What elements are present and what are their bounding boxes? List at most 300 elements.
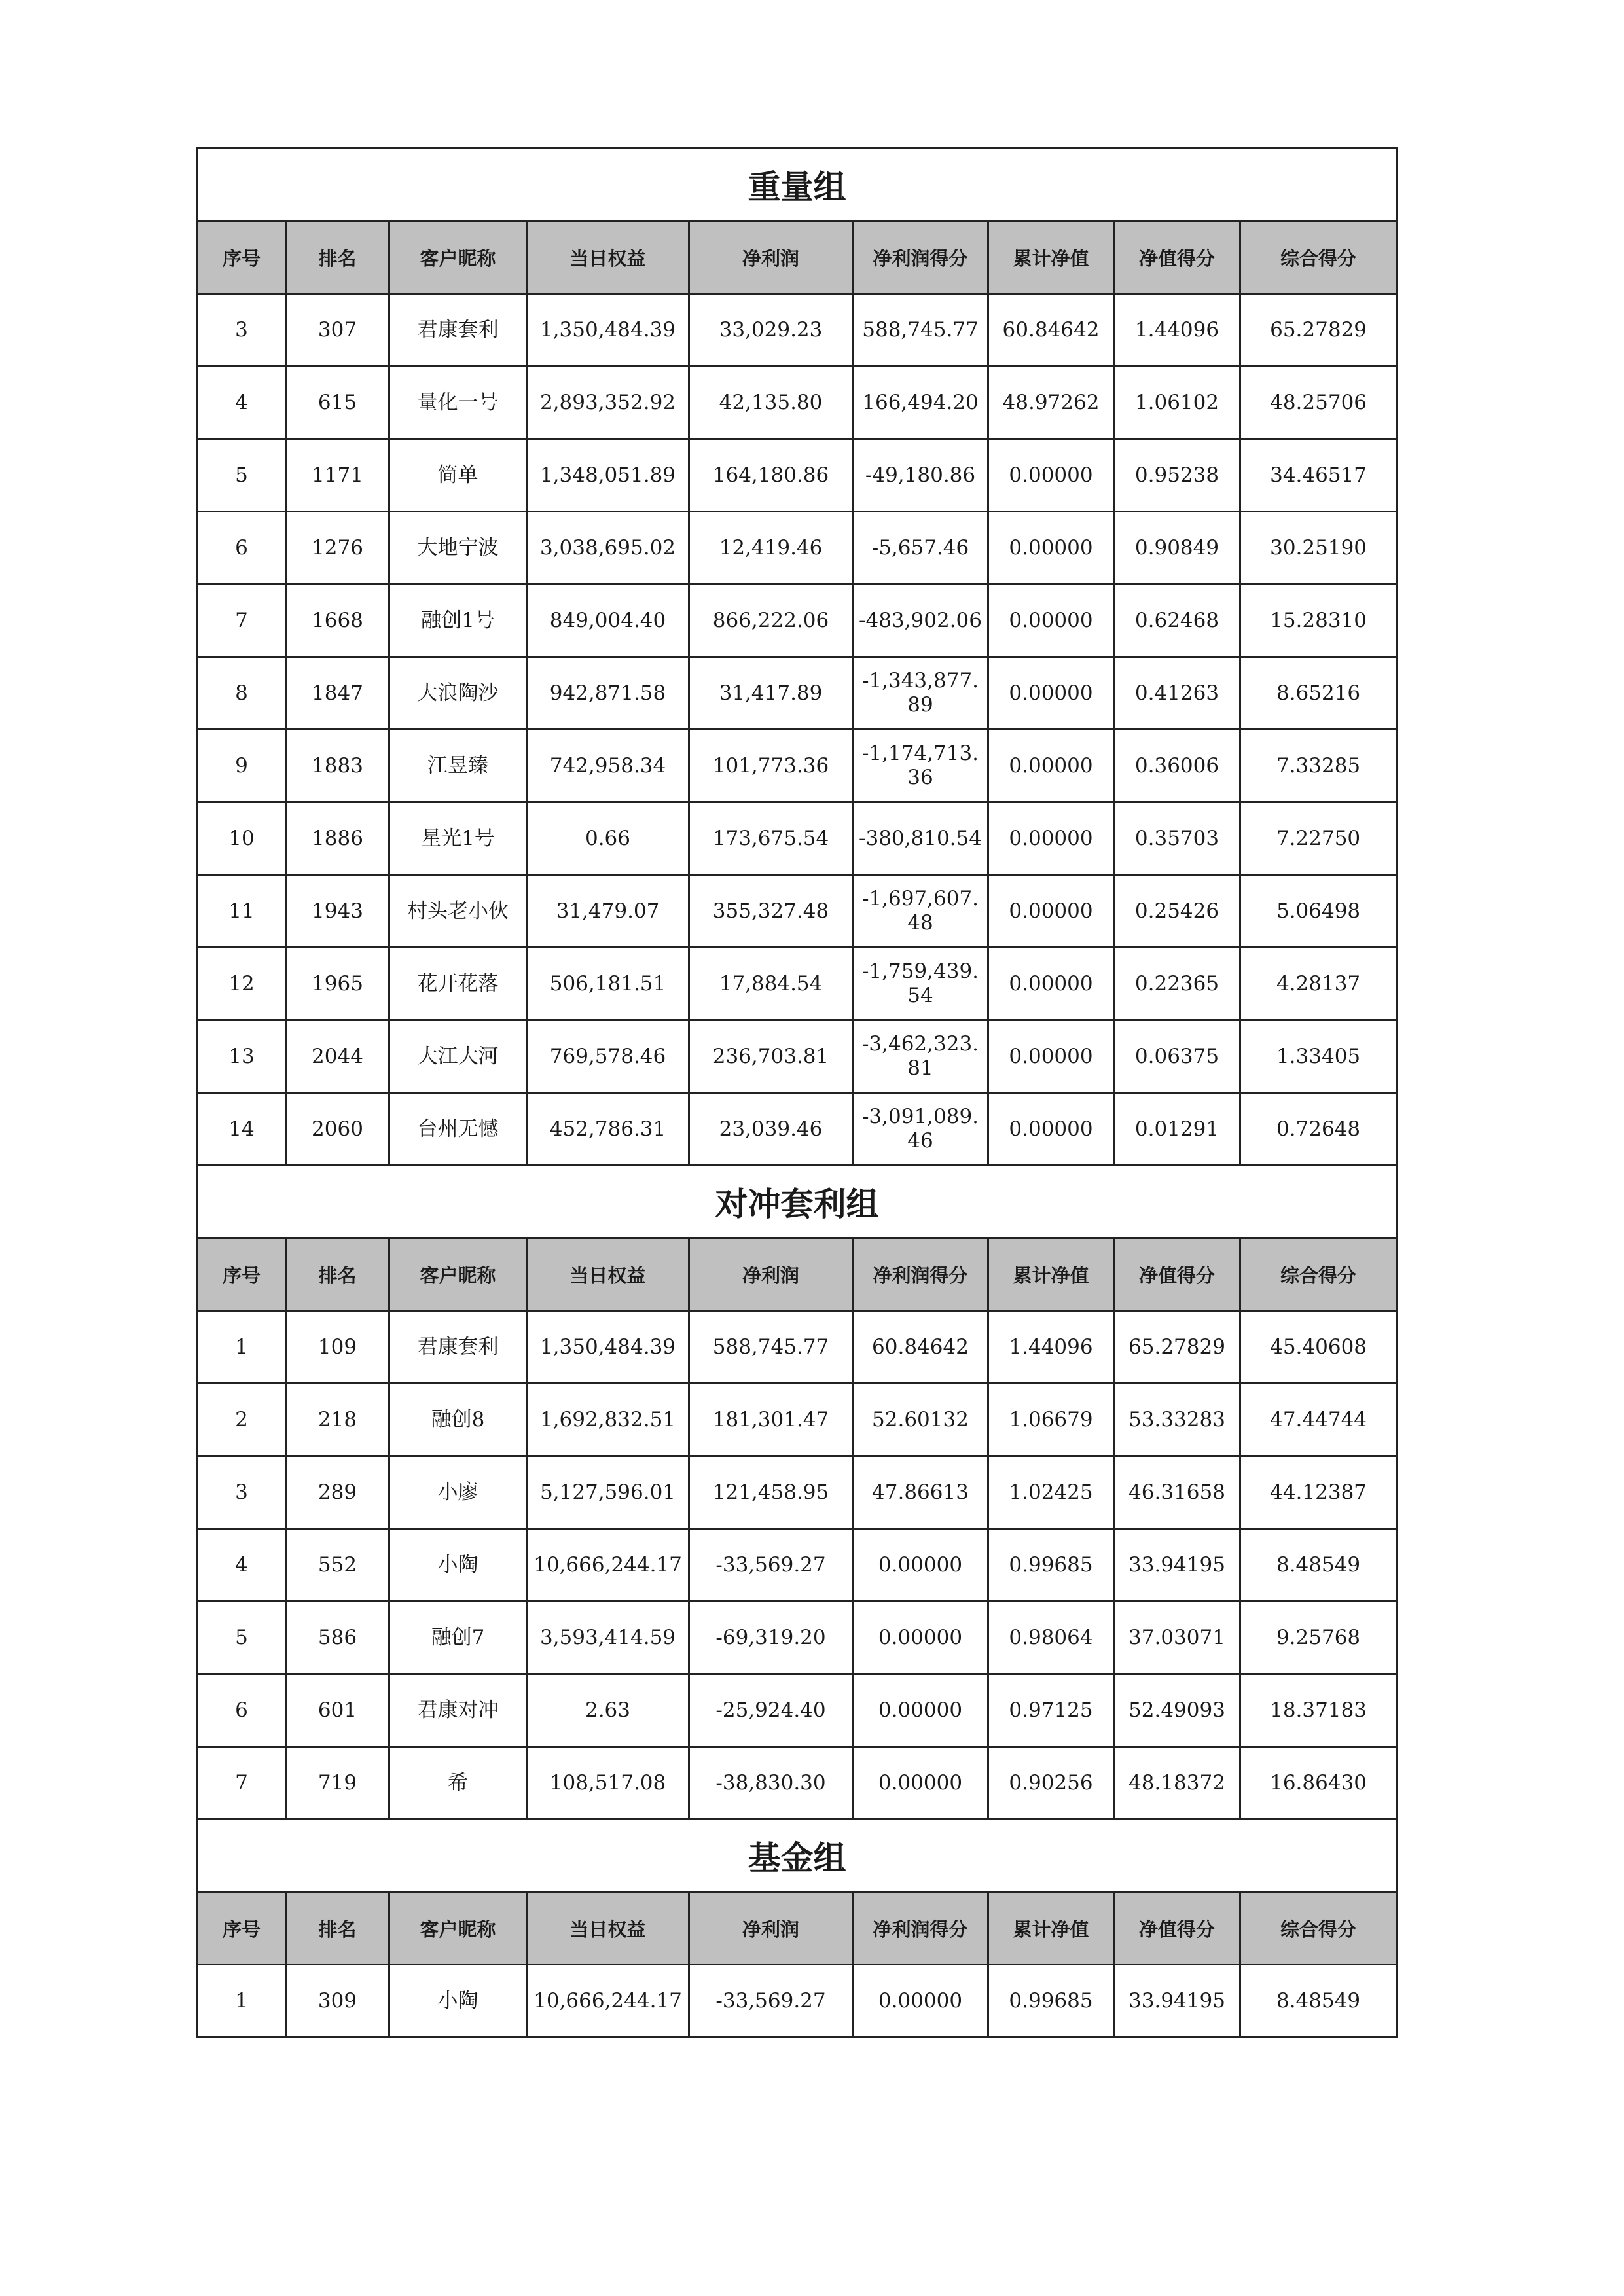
cell-cum-nav [988,657,1114,730]
cell-value: 47.44744 [1270,1407,1367,1431]
cell-value: 34.46517 [1270,463,1367,487]
cell-total-score [1240,1384,1397,1456]
cell-value: 11 [228,899,255,923]
cell-value: 2060 [312,1117,363,1141]
section-title: 重量组 [198,149,1397,221]
table-row [198,1093,1397,1166]
cell-value: -33,569.27 [715,1988,826,2013]
cell-net-profit-score [853,802,988,875]
cell-net-profit [689,730,853,802]
section-title: 对冲套利组 [198,1166,1397,1238]
table-row [198,802,1397,875]
cell-value: 1.33405 [1276,1044,1361,1068]
cell-equity [527,1384,689,1456]
column-header-nav-score: 净值得分 [1114,1892,1240,1965]
cell-value: 52.49093 [1128,1698,1225,1722]
cell-client-name [389,584,527,657]
cell-value: 0.98064 [1009,1625,1093,1649]
cell-value: -38,830.30 [715,1770,826,1795]
cell-rank [286,1093,389,1166]
cell-cum-nav [988,1529,1114,1602]
table-row [198,294,1397,367]
cell-value: 37.03071 [1128,1625,1225,1649]
column-header-cum-nav: 累计净值 [988,1892,1114,1965]
cell-value: 8 [235,681,248,705]
cell-value: 星光1号 [421,826,495,850]
cell-value: 0.00000 [1009,971,1093,996]
column-header-cum-nav: 累计净值 [988,221,1114,294]
cell-value: 42,135.80 [719,390,823,414]
cell-rank [286,1747,389,1820]
cell-value: 大江大河 [417,1044,499,1068]
cell-rank [286,439,389,512]
cell-value: 3 [235,317,248,342]
column-header-client-name: 客户昵称 [389,1892,527,1965]
column-header-client-name: 客户昵称 [389,221,527,294]
ranking-sheet [196,147,1396,2038]
cell-nav-score [1114,948,1240,1020]
cell-total-score [1240,1602,1397,1674]
cell-value: 109 [317,1335,357,1359]
cell-value: 君康套利 [417,1335,499,1359]
cell-value: 花开花落 [417,971,499,996]
cell-seq [198,1529,286,1602]
cell-seq [198,802,286,875]
cell-total-score [1240,1020,1397,1093]
cell-net-profit [689,1311,853,1384]
cell-nav-score [1114,1747,1240,1820]
cell-value: 719 [317,1770,357,1795]
cell-net-profit-score [853,1965,988,2037]
cell-total-score [1240,802,1397,875]
cell-cum-nav [988,1456,1114,1529]
cell-value: 0.00000 [878,1988,963,2013]
header-row [198,1892,1397,1965]
cell-client-name [389,1020,527,1093]
cell-value: 小廖 [437,1480,478,1504]
cell-rank [286,1020,389,1093]
column-header-rank: 排名 [286,1238,389,1311]
table-row [198,1674,1397,1747]
cell-seq [198,1311,286,1384]
cell-client-name [389,1965,527,2037]
cell-nav-score [1114,730,1240,802]
cell-net-profit-score [853,367,988,439]
cell-value: 44.12387 [1270,1480,1367,1504]
cell-value: 9 [235,753,248,778]
table-row [198,1020,1397,1093]
cell-value: 108,517.08 [549,1770,666,1795]
cell-value: 0.66 [585,826,631,850]
column-header-total-score: 综合得分 [1240,1892,1397,1965]
cell-value: 0.90849 [1134,535,1219,560]
column-header-net-profit: 净利润 [689,221,853,294]
cell-cum-nav [988,294,1114,367]
cell-net-profit-score [853,1020,988,1093]
column-header-net-profit-score: 净利润得分 [853,1892,988,1965]
cell-equity [527,1311,689,1384]
cell-seq [198,1020,286,1093]
cell-nav-score [1114,367,1240,439]
cell-nav-score [1114,439,1240,512]
cell-value: 173,675.54 [712,826,829,850]
cell-value: 6 [235,1698,248,1722]
cell-value: 0.00000 [1009,826,1093,850]
cell-nav-score [1114,1384,1240,1456]
header-row [198,1238,1397,1311]
cell-value: -33,569.27 [715,1552,826,1577]
column-header-equity: 当日权益 [527,221,689,294]
cell-cum-nav [988,948,1114,1020]
cell-rank [286,367,389,439]
cell-value: 60.84642 [1002,317,1100,342]
cell-value: 0.06375 [1134,1044,1219,1068]
cell-value: 小陶 [437,1988,478,2013]
cell-value: 31,417.89 [719,681,823,705]
cell-client-name [389,1384,527,1456]
cell-value: 14 [228,1117,255,1141]
cell-value: -1,174,713.36 [861,742,979,789]
cell-cum-nav [988,802,1114,875]
cell-value: 融创8 [431,1407,485,1431]
cell-value: 0.72648 [1276,1117,1361,1141]
cell-net-profit [689,1529,853,1602]
cell-client-name [389,730,527,802]
cell-value: 48.25706 [1270,390,1367,414]
cell-nav-score [1114,584,1240,657]
cell-net-profit [689,948,853,1020]
section-title-row [198,149,1397,221]
cell-value: 0.90256 [1009,1770,1093,1795]
cell-value: 53.33283 [1128,1407,1225,1431]
cell-net-profit-score [853,439,988,512]
cell-value: 简单 [437,463,478,487]
cell-seq [198,512,286,584]
cell-equity [527,1965,689,2037]
cell-rank [286,1456,389,1529]
cell-value: 942,871.58 [549,681,666,705]
cell-rank [286,1529,389,1602]
cell-value: 769,578.46 [549,1044,666,1068]
cell-value: 0.99685 [1009,1552,1093,1577]
cell-value: 10,666,244.17 [533,1988,682,2013]
cell-equity [527,802,689,875]
cell-value: 166,494.20 [862,390,979,414]
cell-seq [198,584,286,657]
cell-nav-score [1114,512,1240,584]
cell-value: 0.00000 [878,1698,963,1722]
cell-value: 0.99685 [1009,1988,1093,2013]
cell-rank [286,730,389,802]
cell-value: 3 [235,1480,248,1504]
cell-value: 236,703.81 [712,1044,829,1068]
cell-client-name [389,367,527,439]
cell-value: 742,958.34 [549,753,666,778]
table-row [198,1602,1397,1674]
cell-value: 1276 [312,535,363,560]
column-header-nav-score: 净值得分 [1114,221,1240,294]
cell-value: 1,692,832.51 [539,1407,676,1431]
cell-total-score [1240,1674,1397,1747]
column-header-seq: 序号 [198,1892,286,1965]
cell-value: 1.06102 [1134,390,1219,414]
table-row [198,367,1397,439]
cell-rank [286,802,389,875]
cell-total-score [1240,1456,1397,1529]
cell-value: 46.31658 [1128,1480,1225,1504]
cell-total-score [1240,875,1397,948]
cell-total-score [1240,730,1397,802]
cell-value: 552 [317,1552,357,1577]
table-row [198,1384,1397,1456]
cell-value: 65.27829 [1270,317,1367,342]
cell-value: 0.00000 [878,1625,963,1649]
cell-cum-nav [988,1602,1114,1674]
cell-value: 君康套利 [417,317,499,342]
column-header-rank: 排名 [286,1892,389,1965]
cell-value: 2 [235,1407,248,1431]
cell-net-profit [689,657,853,730]
cell-seq [198,948,286,1020]
cell-seq [198,1602,286,1674]
cell-value: 181,301.47 [712,1407,829,1431]
cell-value: 0.00000 [1009,1117,1093,1141]
column-header-nav-score: 净值得分 [1114,1238,1240,1311]
cell-value: 0.95238 [1134,463,1219,487]
cell-net-profit [689,294,853,367]
cell-value: -3,091,089.46 [861,1105,979,1153]
cell-equity [527,875,689,948]
cell-client-name [389,1602,527,1674]
cell-value: 2.63 [585,1698,631,1722]
cell-value: 3,593,414.59 [539,1625,676,1649]
cell-value: 1.02425 [1009,1480,1093,1504]
cell-rank [286,584,389,657]
cell-seq [198,294,286,367]
cell-equity [527,657,689,730]
cell-value: 48.97262 [1002,390,1100,414]
cell-client-name [389,1311,527,1384]
table-row [198,1456,1397,1529]
cell-rank [286,512,389,584]
cell-net-profit [689,1384,853,1456]
cell-net-profit [689,439,853,512]
cell-equity [527,1674,689,1747]
cell-value: 17,884.54 [719,971,823,996]
cell-net-profit [689,1456,853,1529]
cell-value: 村头老小伙 [407,899,509,923]
section-title-row [198,1166,1397,1238]
cell-value: 60.84642 [872,1335,969,1359]
cell-net-profit [689,875,853,948]
cell-net-profit [689,1674,853,1747]
cell-nav-score [1114,1529,1240,1602]
cell-value: 601 [317,1698,357,1722]
cell-total-score [1240,657,1397,730]
cell-value: 5,127,596.01 [539,1480,676,1504]
cell-value: 0.00000 [878,1552,963,1577]
cell-rank [286,948,389,1020]
cell-value: 121,458.95 [712,1480,829,1504]
cell-net-profit-score [853,1602,988,1674]
cell-value: 1886 [312,826,363,850]
cell-client-name [389,512,527,584]
cell-value: 866,222.06 [712,608,829,632]
cell-seq [198,1965,286,2037]
column-header-equity: 当日权益 [527,1238,689,1311]
cell-total-score [1240,1747,1397,1820]
column-header-client-name: 客户昵称 [389,1238,527,1311]
table-row [198,948,1397,1020]
cell-total-score [1240,1965,1397,2037]
cell-value: 1.06679 [1009,1407,1093,1431]
table-row [198,1529,1397,1602]
cell-value: 23,039.46 [719,1117,823,1141]
cell-value: 18.37183 [1270,1698,1367,1722]
cell-seq [198,1093,286,1166]
cell-client-name [389,1674,527,1747]
cell-seq [198,875,286,948]
cell-value: 0.00000 [1009,608,1093,632]
cell-value: -25,924.40 [715,1698,826,1722]
cell-rank [286,294,389,367]
table-row [198,584,1397,657]
cell-value: 小陶 [437,1552,478,1577]
cell-value: 1,348,051.89 [539,463,676,487]
cell-value: -1,343,877.89 [861,669,979,717]
cell-value: 大浪陶沙 [417,681,499,705]
cell-value: 4 [235,390,248,414]
cell-net-profit [689,584,853,657]
cell-net-profit [689,1020,853,1093]
cell-client-name [389,1456,527,1529]
table-row [198,730,1397,802]
cell-cum-nav [988,584,1114,657]
cell-value: 8.48549 [1276,1988,1361,2013]
cell-seq [198,657,286,730]
cell-net-profit-score [853,512,988,584]
cell-value: 1.44096 [1134,317,1219,342]
cell-value: 10,666,244.17 [533,1552,682,1577]
column-header-net-profit: 净利润 [689,1238,853,1311]
cell-equity [527,367,689,439]
cell-net-profit-score [853,1529,988,1602]
cell-value: -1,697,607.48 [861,887,979,935]
cell-value: 1171 [312,463,363,487]
cell-value: 355,327.48 [712,899,829,923]
column-header-equity: 当日权益 [527,1892,689,1965]
cell-net-profit-score [853,1311,988,1384]
cell-net-profit [689,1747,853,1820]
cell-value: 588,745.77 [862,317,979,342]
cell-value: 4 [235,1552,248,1577]
cell-cum-nav [988,1965,1114,2037]
cell-value: -5,657.46 [871,535,969,560]
cell-net-profit-score [853,1093,988,1166]
cell-nav-score [1114,1965,1240,2037]
cell-value: -1,759,439.54 [861,960,979,1007]
cell-value: 6 [235,535,248,560]
cell-value: 1.44096 [1009,1335,1093,1359]
cell-net-profit [689,1965,853,2037]
table-row [198,512,1397,584]
cell-equity [527,1602,689,1674]
cell-value: 2044 [312,1044,363,1068]
cell-value: 1965 [312,971,363,996]
cell-rank [286,657,389,730]
cell-rank [286,1674,389,1747]
cell-value: 0.41263 [1134,681,1219,705]
cell-net-profit-score [853,294,988,367]
cell-value: 1,350,484.39 [539,1335,676,1359]
table-row [198,657,1397,730]
cell-value: 3,038,695.02 [539,535,676,560]
table-row [198,1965,1397,2037]
cell-value: 0.36006 [1134,753,1219,778]
cell-value: 8.65216 [1276,681,1361,705]
cell-value: 16.86430 [1270,1770,1367,1795]
column-header-seq: 序号 [198,221,286,294]
cell-value: 309 [317,1988,357,2013]
cell-value: 218 [317,1407,357,1431]
cell-value: 量化一号 [417,390,499,414]
cell-equity [527,948,689,1020]
cell-value: 1847 [312,681,363,705]
cell-value: 0.35703 [1134,826,1219,850]
cell-value: 9.25768 [1276,1625,1361,1649]
cell-client-name [389,1529,527,1602]
section-title-row [198,1820,1397,1892]
cell-value: 506,181.51 [549,971,666,996]
cell-nav-score [1114,1456,1240,1529]
cell-value: 0.00000 [1009,463,1093,487]
cell-net-profit-score [853,657,988,730]
table-row [198,1311,1397,1384]
cell-nav-score [1114,875,1240,948]
cell-equity [527,512,689,584]
table-row [198,875,1397,948]
column-header-cum-nav: 累计净值 [988,1238,1114,1311]
cell-value: 大地宁波 [417,535,499,560]
cell-client-name [389,1093,527,1166]
cell-value: 47.86613 [872,1480,969,1504]
cell-value: 615 [317,390,357,414]
cell-value: 君康对冲 [417,1698,499,1722]
cell-cum-nav [988,1674,1114,1747]
cell-net-profit [689,512,853,584]
cell-value: -483,902.06 [859,608,982,632]
cell-value: 0.97125 [1009,1698,1093,1722]
cell-value: 0.25426 [1134,899,1219,923]
cell-equity [527,439,689,512]
column-header-total-score: 综合得分 [1240,221,1397,294]
cell-client-name [389,1747,527,1820]
cell-cum-nav [988,730,1114,802]
cell-rank [286,1965,389,2037]
cell-value: 1 [235,1335,248,1359]
cell-net-profit-score [853,875,988,948]
cell-value: 13 [228,1044,255,1068]
cell-value: 江昱臻 [427,753,488,778]
cell-client-name [389,875,527,948]
cell-net-profit-score [853,1456,988,1529]
cell-value: 30.25190 [1270,535,1367,560]
cell-value: 1668 [312,608,363,632]
cell-value: 5.06498 [1276,899,1361,923]
cell-value: 4.28137 [1276,971,1361,996]
cell-cum-nav [988,1093,1114,1166]
column-header-net-profit-score: 净利润得分 [853,221,988,294]
